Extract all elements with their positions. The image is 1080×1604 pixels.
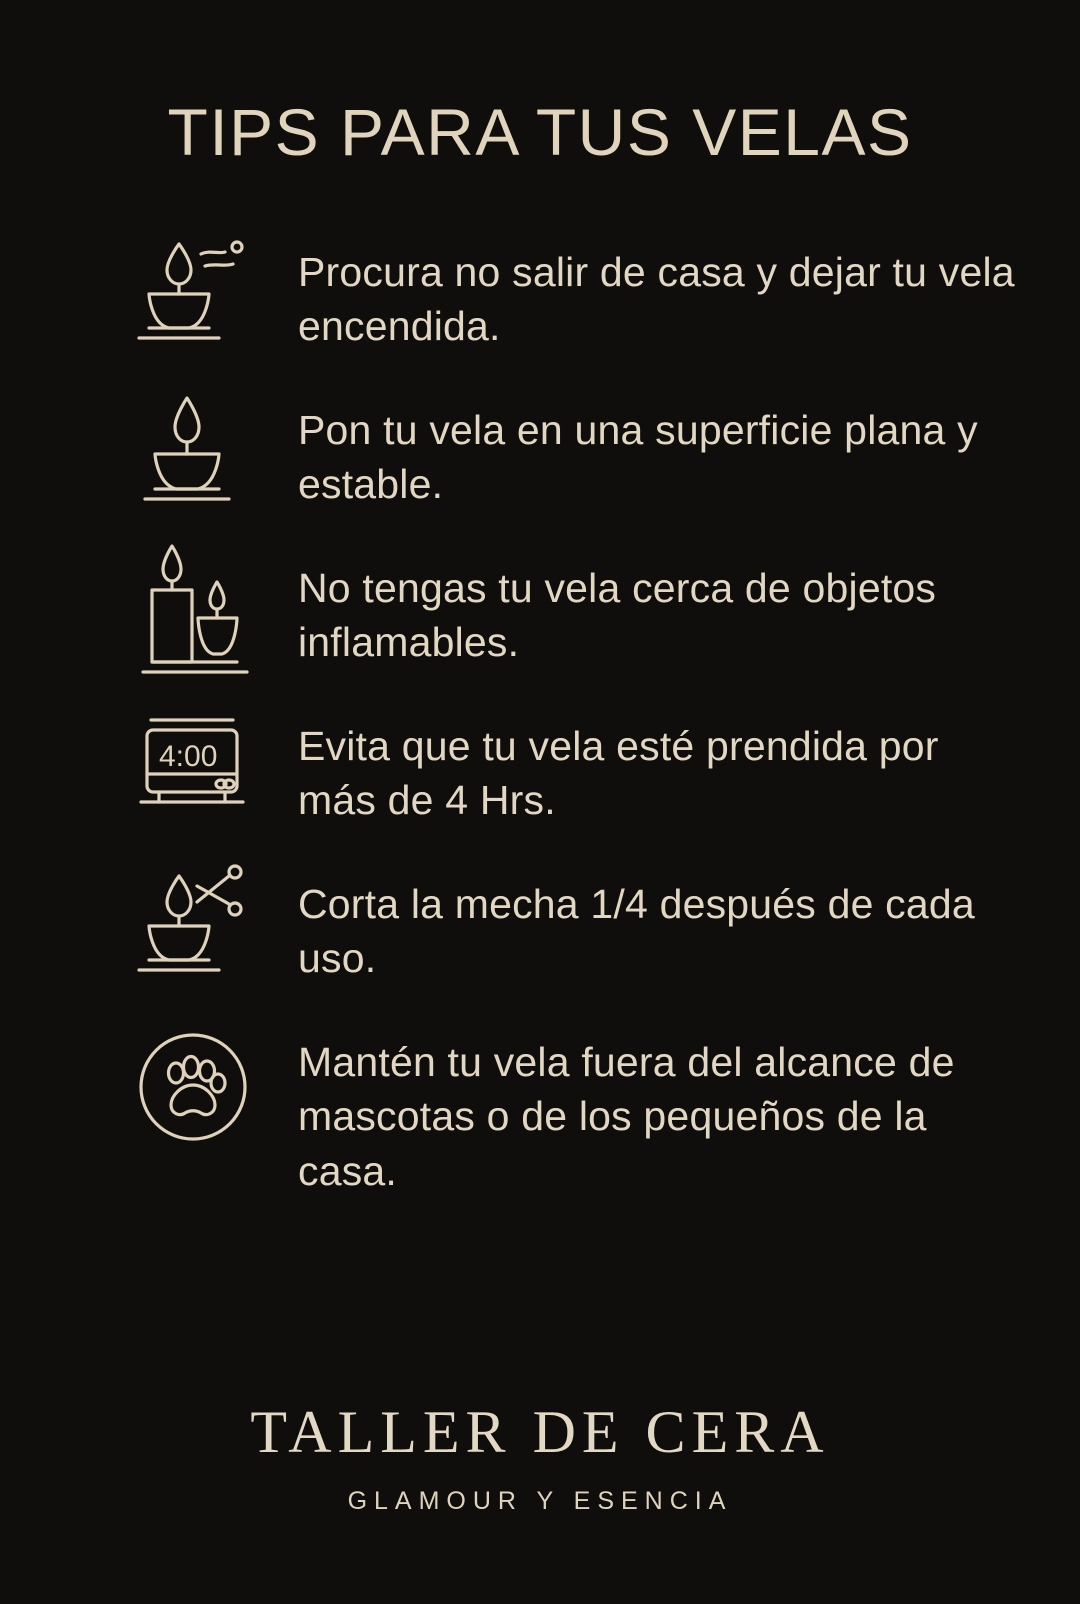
tip-text: Pon tu vela en una superficie plana y estable. — [298, 406, 978, 508]
footer — [0, 1398, 1080, 1516]
candle-bowl-flame-icon — [120, 385, 270, 525]
list-item — [0, 385, 1080, 525]
brand-tagline: GLAMOUR Y ESENCIA — [347, 1487, 733, 1515]
paw-circle-icon — [120, 1017, 270, 1157]
candle-bowl-smoke-icon — [120, 227, 270, 367]
list-item — [0, 701, 1080, 841]
clock-timer-icon — [120, 701, 270, 841]
tip-text: Corta la mecha 1/4 después de cada uso. — [298, 880, 975, 982]
tip-text: Procura no salir de casa y dejar tu vela encendida. — [298, 248, 1015, 350]
list-item — [0, 1017, 1080, 1207]
tip-text: Evita que tu vela esté prendida por más de 4 Hrs. — [298, 722, 939, 824]
tip-text: Mantén tu vela fuera del alcance de mascotas o de los pequeños de la casa. — [298, 1038, 955, 1194]
clock-label: 4:00 — [159, 739, 218, 773]
list-item — [0, 543, 1080, 683]
page-title: TIPS PARA TUS VELAS — [167, 95, 913, 169]
tips-list — [0, 227, 1080, 1207]
brand-name: TALLER DE CERA — [250, 1399, 830, 1465]
tip-text: No tengas tu vela cerca de objetos inflamables. — [298, 564, 937, 666]
list-item — [0, 859, 1080, 999]
list-item — [0, 227, 1080, 367]
wick-scissors-icon — [120, 859, 270, 999]
two-candles-icon — [120, 543, 270, 683]
